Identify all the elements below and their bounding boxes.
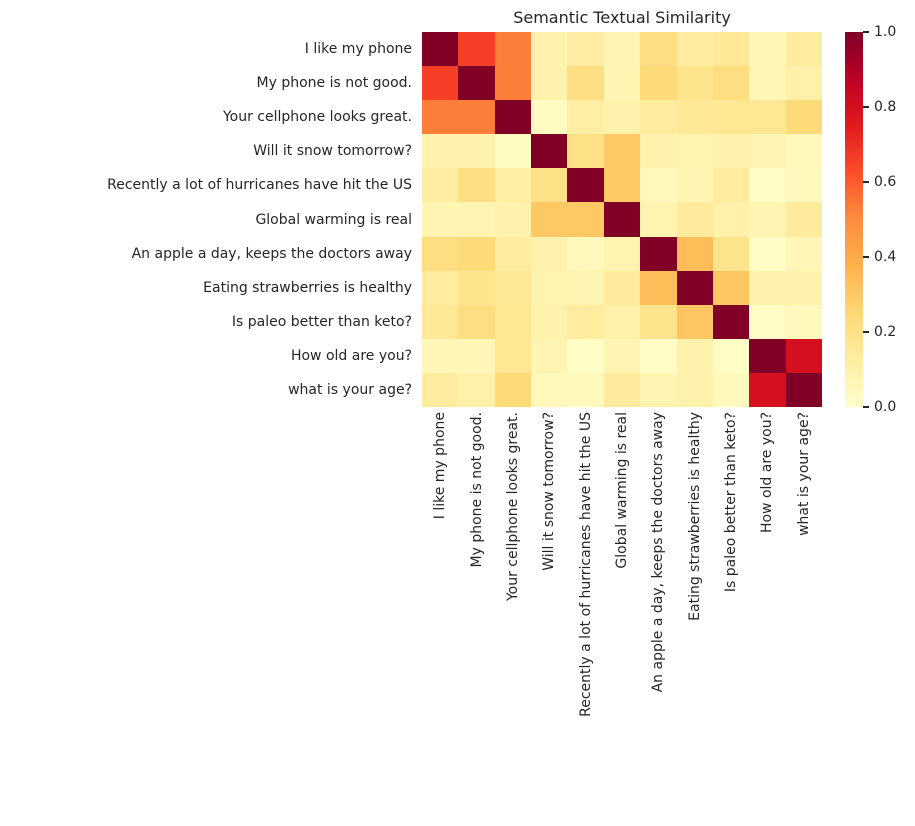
heatmap-cell <box>458 134 494 168</box>
heatmap-cell <box>677 305 713 339</box>
heatmap-cell <box>749 100 785 134</box>
heatmap-cell <box>677 339 713 373</box>
heatmap-cell <box>604 339 640 373</box>
heatmap-cell <box>640 202 676 236</box>
heatmap-cell <box>713 202 749 236</box>
heatmap-cell <box>640 339 676 373</box>
heatmap-cell <box>749 66 785 100</box>
heatmap-cell <box>640 373 676 407</box>
heatmap-cell <box>531 202 567 236</box>
heatmap-cell <box>604 100 640 134</box>
colorbar-tick-mark <box>863 406 869 407</box>
x-tick-label: Recently a lot of hurricanes have hit the US <box>577 412 594 717</box>
heatmap-cell <box>422 373 458 407</box>
heatmap-cell <box>495 339 531 373</box>
heatmap-cell <box>531 100 567 134</box>
heatmap-cell <box>713 168 749 202</box>
heatmap-cell <box>677 168 713 202</box>
heatmap-grid <box>422 32 822 407</box>
y-tick-label: An apple a day, keeps the doctors away <box>131 245 412 262</box>
heatmap-cell <box>713 305 749 339</box>
colorbar-tick-mark <box>863 331 869 332</box>
colorbar-gradient <box>845 32 863 407</box>
colorbar-tick-label: 0.2 <box>874 324 897 340</box>
heatmap-cell <box>604 134 640 168</box>
heatmap-cell <box>531 134 567 168</box>
heatmap-cell <box>713 237 749 271</box>
heatmap-cell <box>567 305 603 339</box>
heatmap-cell <box>458 32 494 66</box>
y-tick-label: How old are you? <box>290 347 412 364</box>
heatmap-cell <box>458 237 494 271</box>
heatmap-cell <box>713 373 749 407</box>
heatmap-cell <box>567 66 603 100</box>
heatmap-cell <box>786 373 822 407</box>
y-tick-label: Will it snow tomorrow? <box>253 143 412 160</box>
x-tick-label: Is paleo better than keto? <box>723 412 740 593</box>
y-tick-label: My phone is not good. <box>256 75 412 92</box>
heatmap-cell <box>567 202 603 236</box>
heatmap-cell <box>567 100 603 134</box>
heatmap-cell <box>786 237 822 271</box>
heatmap-cell <box>567 237 603 271</box>
x-tick-label: An apple a day, keeps the doctors away <box>650 412 667 693</box>
heatmap-cell <box>677 66 713 100</box>
x-tick-label: Your cellphone looks great. <box>504 412 521 602</box>
heatmap-cell <box>677 100 713 134</box>
heatmap-cell <box>422 271 458 305</box>
heatmap-cell <box>786 100 822 134</box>
heatmap-cell <box>495 271 531 305</box>
x-tick-label: Will it snow tomorrow? <box>541 412 558 571</box>
heatmap-cell <box>495 134 531 168</box>
y-tick-label: what is your age? <box>288 381 412 398</box>
heatmap-cell <box>495 305 531 339</box>
heatmap-cell <box>567 373 603 407</box>
heatmap-cell <box>422 134 458 168</box>
heatmap-cell <box>640 100 676 134</box>
heatmap-cell <box>786 305 822 339</box>
x-tick-label: Eating strawberries is healthy <box>686 412 703 621</box>
heatmap-cell <box>458 202 494 236</box>
heatmap-cell <box>495 373 531 407</box>
heatmap-cell <box>495 202 531 236</box>
heatmap-cell <box>422 305 458 339</box>
heatmap-cell <box>640 168 676 202</box>
heatmap-cell <box>713 100 749 134</box>
heatmap-cell <box>677 373 713 407</box>
x-tick-label: How old are you? <box>759 412 776 534</box>
heatmap-cell <box>495 100 531 134</box>
heatmap-cell <box>640 237 676 271</box>
heatmap-cell <box>422 66 458 100</box>
heatmap-cell <box>749 168 785 202</box>
colorbar-tick-mark <box>863 106 869 107</box>
heatmap-cell <box>640 305 676 339</box>
heatmap-cell <box>531 66 567 100</box>
heatmap-cell <box>677 134 713 168</box>
colorbar-tick-label: 1.0 <box>874 24 897 40</box>
colorbar-tick-mark <box>863 256 869 257</box>
heatmap-cell <box>713 134 749 168</box>
heatmap-cell <box>640 32 676 66</box>
heatmap-cell <box>422 168 458 202</box>
heatmap-cell <box>531 32 567 66</box>
heatmap-cell <box>422 237 458 271</box>
heatmap-cell <box>786 168 822 202</box>
heatmap-cell <box>713 32 749 66</box>
x-tick-label: I like my phone <box>432 412 449 520</box>
heatmap-cell <box>749 339 785 373</box>
x-tick-label: My phone is not good. <box>468 412 485 568</box>
heatmap-cell <box>422 339 458 373</box>
heatmap-cell <box>786 202 822 236</box>
heatmap-cell <box>458 66 494 100</box>
heatmap-cell <box>786 271 822 305</box>
heatmap-cell <box>604 271 640 305</box>
heatmap-cell <box>531 339 567 373</box>
colorbar-tick-label: 0.0 <box>874 399 897 415</box>
heatmap-cell <box>604 66 640 100</box>
heatmap-cell <box>640 66 676 100</box>
heatmap-cell <box>422 32 458 66</box>
heatmap-cell <box>495 66 531 100</box>
heatmap-cell <box>567 32 603 66</box>
heatmap-cell <box>713 66 749 100</box>
heatmap-cell <box>677 32 713 66</box>
heatmap-cell <box>677 237 713 271</box>
heatmap-cell <box>749 237 785 271</box>
colorbar-tick-label: 0.8 <box>874 99 897 115</box>
heatmap-cell <box>495 237 531 271</box>
heatmap-cell <box>458 100 494 134</box>
heatmap-cell <box>786 32 822 66</box>
x-tick-label: Global warming is real <box>614 412 630 569</box>
chart-title: Semantic Textual Similarity <box>513 8 731 27</box>
heatmap-cell <box>713 271 749 305</box>
heatmap-cell <box>458 339 494 373</box>
heatmap-cell <box>677 271 713 305</box>
heatmap-cell <box>495 168 531 202</box>
heatmap-cell <box>749 373 785 407</box>
y-tick-label: I like my phone <box>304 41 412 58</box>
x-tick-label: what is your age? <box>795 412 812 536</box>
y-tick-label: Is paleo better than keto? <box>231 313 412 330</box>
heatmap-cell <box>531 373 567 407</box>
heatmap-cell <box>749 32 785 66</box>
heatmap-cell <box>677 202 713 236</box>
heatmap-cell <box>422 100 458 134</box>
heatmap-cell <box>786 66 822 100</box>
heatmap-cell <box>640 271 676 305</box>
heatmap-cell <box>749 134 785 168</box>
heatmap-cell <box>458 305 494 339</box>
y-tick-label: Your cellphone looks great. <box>222 109 412 126</box>
heatmap-cell <box>531 305 567 339</box>
heatmap-cell <box>422 202 458 236</box>
heatmap-cell <box>604 373 640 407</box>
heatmap-cell <box>604 237 640 271</box>
heatmap-cell <box>567 339 603 373</box>
heatmap-cell <box>604 202 640 236</box>
heatmap-cell <box>604 168 640 202</box>
y-tick-label: Eating strawberries is healthy <box>203 279 412 296</box>
heatmap-cell <box>749 202 785 236</box>
colorbar-tick-mark <box>863 31 869 32</box>
heatmap-cell <box>786 339 822 373</box>
heatmap-cell <box>749 305 785 339</box>
heatmap-cell <box>531 271 567 305</box>
heatmap-cell <box>640 134 676 168</box>
heatmap-cell <box>458 373 494 407</box>
heatmap-cell <box>604 305 640 339</box>
heatmap-cell <box>458 168 494 202</box>
heatmap-cell <box>495 32 531 66</box>
colorbar-tick-mark <box>863 181 869 182</box>
colorbar-tick-label: 0.4 <box>874 249 897 265</box>
heatmap-cell <box>531 168 567 202</box>
heatmap-cell <box>567 134 603 168</box>
heatmap-cell <box>786 134 822 168</box>
heatmap-cell <box>604 32 640 66</box>
colorbar-tick-label: 0.6 <box>874 174 897 190</box>
heatmap-cell <box>567 271 603 305</box>
y-tick-label: Recently a lot of hurricanes have hit the US <box>107 177 412 194</box>
heatmap-cell <box>713 339 749 373</box>
heatmap-cell <box>531 237 567 271</box>
heatmap-cell <box>567 168 603 202</box>
heatmap-cell <box>749 271 785 305</box>
heatmap-cell <box>458 271 494 305</box>
colorbar <box>845 24 897 415</box>
y-tick-label: Global warming is real <box>255 211 412 228</box>
